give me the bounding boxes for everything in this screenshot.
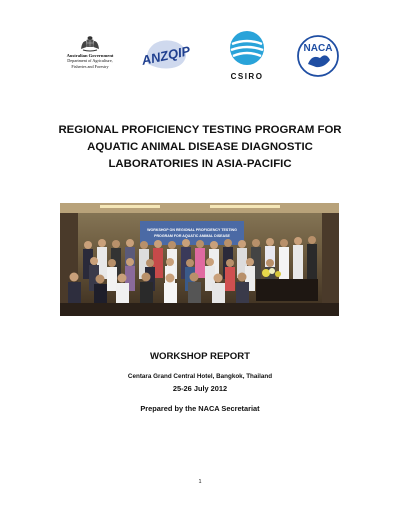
report-venue: Centara Grand Central Hotel, Bangkok, Thailand xyxy=(127,373,273,380)
anzqip-emblem xyxy=(142,36,190,72)
banner-line1: WORKSHOP ON REGIONAL PROFICIENCY TESTING xyxy=(147,228,237,232)
title-line: REGIONAL PROFICIENCY TESTING PROGRAM FOR xyxy=(58,124,342,136)
banner-line2: PROGRAM FOR AQUATIC ANIMAL DISEASE xyxy=(154,234,230,238)
naca-wordmark: NACA xyxy=(303,43,333,54)
page-number: 1 xyxy=(198,479,202,485)
anzqip-logo xyxy=(142,36,190,72)
logo-text-line2: Department of Agriculture, xyxy=(67,58,113,63)
report-title: WORKSHOP REPORT xyxy=(149,351,251,362)
naca-logo xyxy=(296,34,340,78)
anzqip-wordmark: ANZQIP xyxy=(142,43,190,68)
title-line: AQUATIC ANIMAL DISEASE DIAGNOSTIC xyxy=(87,141,313,153)
naca-emblem xyxy=(296,34,340,78)
group-photo xyxy=(60,203,339,316)
title-line: LABORATORIES IN ASIA-PACIFIC xyxy=(108,158,292,170)
document-title xyxy=(40,122,360,173)
australian-government-logo xyxy=(62,34,118,78)
coat-of-arms-icon xyxy=(79,34,101,52)
report-dates: 25-26 July 2012 xyxy=(172,384,228,393)
logo-text-line3: Fisheries and Forestry xyxy=(71,63,109,69)
prepared-by: Prepared by the NACA Secretariat xyxy=(140,404,260,413)
csiro-wordmark: CSIRO xyxy=(230,72,264,81)
logo-text-line1: Australian Government xyxy=(66,53,114,58)
csiro-logo xyxy=(224,30,270,84)
csiro-icon xyxy=(229,30,265,66)
